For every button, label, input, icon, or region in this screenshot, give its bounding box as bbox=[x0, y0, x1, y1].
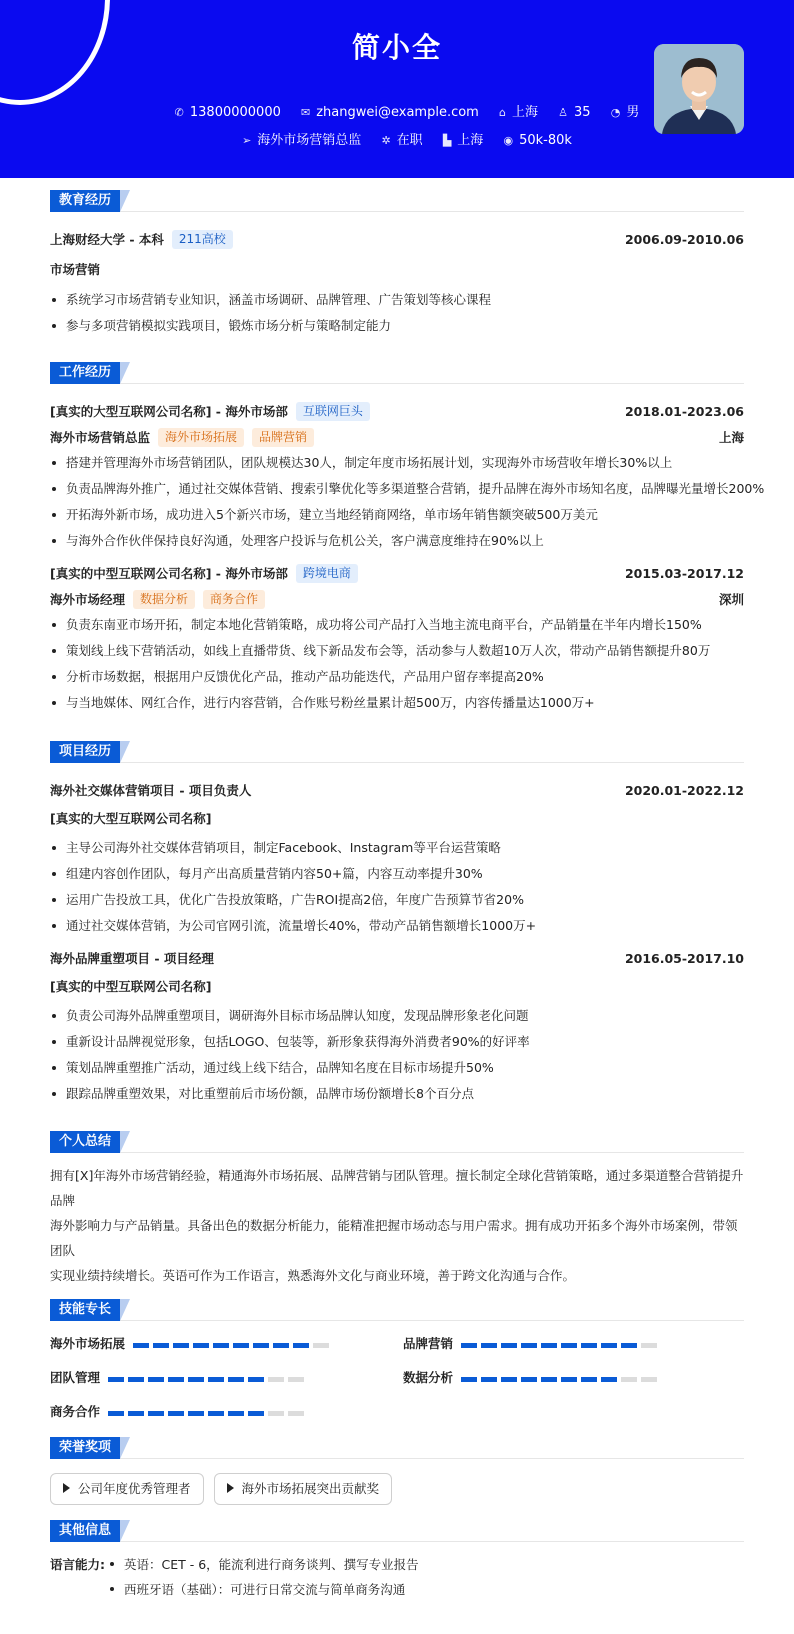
skill-level-bar bbox=[108, 1404, 308, 1419]
job-role: 海外市场经理 bbox=[50, 592, 126, 607]
list-item: 负责品牌海外推广，通过社交媒体营销、搜索引擎优化等多渠道整合营销，提升品牌在海外市场知名度，品牌曝光量增长200% bbox=[50, 476, 744, 502]
list-item: 西班牙语（基础）：可进行日常交流与简单商务沟通 bbox=[108, 1577, 419, 1602]
phone-icon: ✆ bbox=[174, 106, 184, 119]
skill-segment-filled bbox=[621, 1343, 637, 1348]
education-period: 2006.09-2010.06 bbox=[624, 231, 744, 247]
skill-segment-filled bbox=[481, 1377, 497, 1382]
education-bullets bbox=[50, 287, 744, 339]
role-tag: 海外市场拓展 bbox=[158, 428, 244, 447]
list-item: 通过社交媒体营销，为公司官网引流，流量增长40%，带动产品销售额增长1000万+ bbox=[50, 913, 744, 939]
skill-item: 数据分析 bbox=[403, 1367, 661, 1387]
school-tag: 211高校 bbox=[172, 230, 233, 249]
skill-segment-filled bbox=[153, 1343, 169, 1348]
project-company: [真实的大型互联网公司名称] bbox=[50, 811, 212, 826]
intent-status: ✲ 在职 bbox=[381, 133, 423, 148]
resume-body bbox=[50, 178, 765, 1602]
play-icon bbox=[63, 1483, 70, 1493]
skill-segment-filled bbox=[253, 1343, 269, 1348]
list-item: 负责东南亚市场开拓，制定本地化营销策略，成功将公司产品打入当地主流电商平台，产品销量在半年内增长150% bbox=[50, 612, 744, 638]
education-header bbox=[50, 226, 744, 252]
summary-text: 拥有[X]年海外市场营销经验，精通海外市场拓展、品牌营销与团队管理。擅长制定全球化营销策略，通过多渠道整合营销提升品牌 海外影响力与产品销量。具备出色的数据分析能力，能精准把握市场动态与用户需求。拥有成功开拓多个海外市场案例，带领团队 实现业绩持续增长。英语可作为工作语言，熟悉海外文化与商业环境，善于跨文化沟通与合作。 bbox=[50, 1168, 744, 1283]
skill-segment-filled bbox=[188, 1377, 204, 1382]
skill-segment-filled bbox=[128, 1411, 144, 1416]
list-item: 策划线上线下营销活动，如线上直播带货、线下新品发布会等，活动参与人数超10万人次，带动产品销售额提升80万 bbox=[50, 638, 744, 664]
gender-icon: ◔ bbox=[610, 106, 621, 119]
skill-segment-filled bbox=[293, 1343, 309, 1348]
list-item: 重新设计品牌视觉形象，包括LOGO、包装等，新形象获得海外消费者90%的好评率 bbox=[50, 1029, 744, 1055]
skill-segment-filled bbox=[601, 1343, 617, 1348]
company-name: [真实的中型互联网公司名称] - 海外市场部 bbox=[50, 566, 288, 581]
skill-item: 品牌营销 bbox=[403, 1333, 661, 1353]
education-major: 市场营销 bbox=[50, 262, 101, 277]
list-item: 跟踪品牌重塑效果，对比重塑前后市场份额，品牌市场份额增长8个百分点 bbox=[50, 1081, 744, 1107]
skills-section bbox=[50, 1299, 744, 1437]
skill-segment-filled bbox=[133, 1343, 149, 1348]
job-role: 海外市场营销总监 bbox=[50, 430, 151, 445]
skill-segment-filled bbox=[188, 1411, 204, 1416]
resume-header bbox=[0, 0, 794, 178]
job-bullets bbox=[50, 450, 765, 554]
education-section bbox=[50, 190, 744, 339]
skill-segment-filled bbox=[541, 1377, 557, 1382]
skill-segment-filled bbox=[273, 1343, 289, 1348]
project-period: 2016.05-2017.10 bbox=[624, 950, 744, 966]
skill-segment-filled bbox=[208, 1411, 224, 1416]
section-title-summary: 个人总结 bbox=[50, 1131, 120, 1153]
skill-segment-filled bbox=[228, 1377, 244, 1382]
contact-gender: ◔ 男 bbox=[610, 105, 640, 120]
contact-city: ⌂ 上海 bbox=[499, 105, 538, 120]
list-item: 搭建并管理海外市场营销团队，团队规模达30人，制定年度市场拓展计划，实现海外市场营收年增长30%以上 bbox=[50, 450, 744, 476]
skills-grid bbox=[50, 1333, 744, 1437]
role-tag: 商务合作 bbox=[203, 590, 265, 609]
skill-item: 团队管理 bbox=[50, 1367, 308, 1387]
project-bullets bbox=[50, 1003, 744, 1107]
list-item: 策划品牌重塑推广活动，通过线上线下结合，品牌知名度在目标市场提升50% bbox=[50, 1055, 744, 1081]
intent-city: ▙ 上海 bbox=[442, 133, 484, 148]
skill-segment-filled bbox=[233, 1343, 249, 1348]
section-title-skills: 技能专长 bbox=[50, 1299, 120, 1321]
project-bullets bbox=[50, 835, 744, 939]
skill-segment-filled bbox=[108, 1411, 124, 1416]
list-item: 运用广告投放工具，优化广告投放策略，广告ROI提高2倍，年度广告预算节省20% bbox=[50, 887, 744, 913]
job-city: 上海 bbox=[718, 430, 744, 445]
skill-level-bar bbox=[461, 1336, 661, 1351]
project-entry bbox=[50, 945, 744, 1107]
language-skills bbox=[50, 1552, 744, 1602]
skill-segment-empty bbox=[268, 1411, 284, 1416]
skill-segment-filled bbox=[541, 1343, 557, 1348]
skill-segment-empty bbox=[288, 1377, 304, 1382]
role-tag: 数据分析 bbox=[133, 590, 195, 609]
skill-segment-filled bbox=[193, 1343, 209, 1348]
list-item: 主导公司海外社交媒体营销项目，制定Facebook、Instagram等平台运营策略 bbox=[50, 835, 744, 861]
avatar-photo bbox=[654, 44, 744, 134]
job-entry bbox=[50, 560, 744, 716]
skill-item: 商务合作 bbox=[50, 1401, 308, 1421]
skill-segment-filled bbox=[228, 1411, 244, 1416]
skill-segment-filled bbox=[601, 1377, 617, 1382]
company-name: [真实的大型互联网公司名称] - 海外市场部 bbox=[50, 404, 288, 419]
project-period: 2020.01-2022.12 bbox=[624, 782, 744, 798]
skill-segment-empty bbox=[641, 1377, 657, 1382]
skill-segment-filled bbox=[561, 1343, 577, 1348]
play-icon bbox=[227, 1483, 234, 1493]
skill-segment-filled bbox=[168, 1377, 184, 1382]
skill-segment-filled bbox=[173, 1343, 189, 1348]
skill-segment-filled bbox=[208, 1377, 224, 1382]
status-icon: ✲ bbox=[381, 134, 391, 147]
building-icon: ▙ bbox=[442, 134, 452, 147]
skill-segment-empty bbox=[621, 1377, 637, 1382]
skill-segment-empty bbox=[268, 1377, 284, 1382]
job-bullets bbox=[50, 612, 744, 716]
skill-segment-filled bbox=[481, 1343, 497, 1348]
section-title-projects: 项目经历 bbox=[50, 741, 120, 763]
skill-level-bar bbox=[461, 1370, 661, 1385]
list-item: 负责公司海外品牌重塑项目，调研海外目标市场品牌认知度，发现品牌形象老化问题 bbox=[50, 1003, 744, 1029]
send-icon: ➢ bbox=[242, 134, 252, 147]
skill-segment-filled bbox=[168, 1411, 184, 1416]
skill-item: 海外市场拓展 bbox=[50, 1333, 333, 1353]
section-title-other: 其他信息 bbox=[50, 1520, 120, 1542]
job-city: 深圳 bbox=[718, 592, 744, 607]
skill-segment-filled bbox=[501, 1343, 517, 1348]
awards-list bbox=[50, 1473, 744, 1505]
age-icon: ♙ bbox=[558, 106, 569, 119]
skill-segment-filled bbox=[581, 1343, 597, 1348]
job-entry bbox=[50, 398, 765, 554]
skill-segment-filled bbox=[521, 1377, 537, 1382]
contact-phone: ✆ 13800000000 bbox=[174, 105, 281, 120]
job-period: 2015.03-2017.12 bbox=[624, 565, 744, 581]
section-title-work: 工作经历 bbox=[50, 362, 120, 384]
company-tag: 互联网巨头 bbox=[296, 402, 370, 421]
skill-level-bar bbox=[108, 1370, 308, 1385]
intent-salary: ◉ 50k-80k bbox=[503, 133, 572, 148]
skill-segment-empty bbox=[288, 1411, 304, 1416]
project-company: [真实的中型互联网公司名称] bbox=[50, 979, 212, 994]
skill-segment-filled bbox=[521, 1343, 537, 1348]
avatar-portrait-icon bbox=[654, 44, 744, 134]
intent-position: ➢ 海外市场营销总监 bbox=[242, 133, 362, 148]
list-item: 与当地媒体、网红合作，进行内容营销，合作账号粉丝量累计超500万，内容传播量达1000万+ bbox=[50, 690, 744, 716]
list-item: 参与多项营销模拟实践项目，锻炼市场分析与策略制定能力 bbox=[50, 313, 744, 339]
candidate-name: 简小全 bbox=[351, 31, 442, 64]
skill-segment-filled bbox=[461, 1377, 477, 1382]
skill-segment-filled bbox=[501, 1377, 517, 1382]
language-list bbox=[108, 1552, 419, 1602]
other-section bbox=[50, 1520, 744, 1602]
salary-icon: ◉ bbox=[503, 134, 514, 147]
skill-segment-empty bbox=[641, 1343, 657, 1348]
award-item: 公司年度优秀管理者 bbox=[50, 1473, 204, 1505]
work-section bbox=[50, 362, 765, 716]
job-period: 2018.01-2023.06 bbox=[624, 403, 744, 419]
school-name: 上海财经大学 - 本科 bbox=[50, 232, 164, 247]
skill-segment-empty bbox=[313, 1343, 329, 1348]
skill-segment-filled bbox=[581, 1377, 597, 1382]
skill-segment-filled bbox=[128, 1377, 144, 1382]
skill-segment-filled bbox=[461, 1343, 477, 1348]
summary-section bbox=[50, 1131, 744, 1288]
skill-level-bar bbox=[133, 1336, 333, 1351]
skill-segment-filled bbox=[248, 1411, 264, 1416]
section-title-education: 教育经历 bbox=[50, 190, 120, 212]
contact-email: ✉ zhangwei@example.com bbox=[301, 105, 479, 120]
project-name: 海外品牌重塑项目 - 项目经理 bbox=[50, 951, 214, 966]
award-item: 海外市场拓展突出贡献奖 bbox=[214, 1473, 393, 1505]
mail-icon: ✉ bbox=[301, 106, 311, 119]
language-label: 语言能力: bbox=[50, 1557, 105, 1572]
contact-age: ♙ 35 bbox=[558, 105, 591, 120]
role-tag: 品牌营销 bbox=[252, 428, 314, 447]
project-entry bbox=[50, 777, 744, 939]
awards-section bbox=[50, 1437, 744, 1505]
skill-segment-filled bbox=[108, 1377, 124, 1382]
list-item: 分析市场数据，根据用户反馈优化产品，推动产品功能迭代，产品用户留存率提高20% bbox=[50, 664, 744, 690]
project-name: 海外社交媒体营销项目 - 项目负责人 bbox=[50, 783, 252, 798]
list-item: 与海外合作伙伴保持良好沟通，处理客户投诉与危机公关，客户满意度维持在90%以上 bbox=[50, 528, 744, 554]
skill-segment-filled bbox=[213, 1343, 229, 1348]
project-section bbox=[50, 741, 744, 1107]
list-item: 系统学习市场营销专业知识，涵盖市场调研、品牌管理、广告策划等核心课程 bbox=[50, 287, 744, 313]
skill-segment-filled bbox=[148, 1377, 164, 1382]
skill-segment-filled bbox=[561, 1377, 577, 1382]
skill-segment-filled bbox=[248, 1377, 264, 1382]
list-item: 开拓海外新市场，成功进入5个新兴市场，建立当地经销商网络，单市场年销售额突破500万美元 bbox=[50, 502, 744, 528]
home-icon: ⌂ bbox=[499, 106, 506, 119]
company-tag: 跨境电商 bbox=[296, 564, 358, 583]
list-item: 组建内容创作团队，每月产出高质量营销内容50+篇，内容互动率提升30% bbox=[50, 861, 744, 887]
skill-segment-filled bbox=[148, 1411, 164, 1416]
section-title-awards: 荣誉奖项 bbox=[50, 1437, 120, 1459]
list-item: 英语：CET - 6，能流利进行商务谈判、撰写专业报告 bbox=[108, 1552, 419, 1577]
